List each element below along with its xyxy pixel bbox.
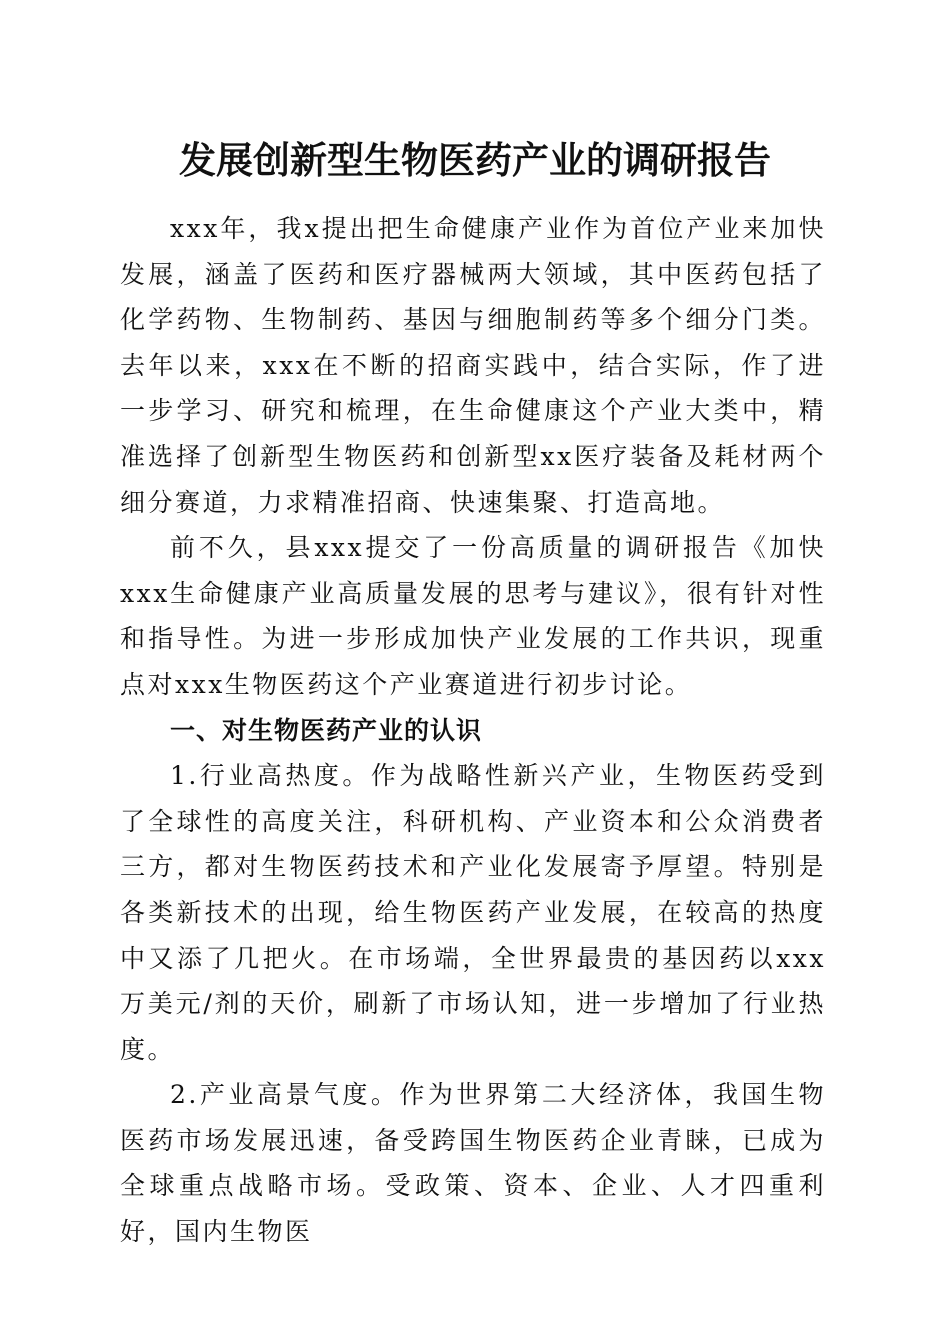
document-title: 发展创新型生物医药产业的调研报告 [179,138,771,182]
paragraph-intro: xxx年，我x提出把生命健康产业作为首位产业来加快发展，涵盖了医药和医疗器械两大领域，其中医药包括了化学药物、生物制药、基因与细胞制药等多个细分门类。去年以来，xxx在不断的招商实践中，结合实际，作了进一步学习、研究和梳理，在生命健康这个产业大类中，精准选择了创新型生物医药和创新型xx医疗装备及耗材两个细分赛道，力求精准招商、快速集聚、打造高地。 [120,214,826,517]
document-body [120,206,826,1255]
paragraph-report: 前不久，县xxx提交了一份高质量的调研报告《加快xxx生命健康产业高质量发展的思考与建议》，很有针对性和指导性。为进一步形成加快产业发展的工作共识，现重点对xxx生物医药这个产业赛道进行初步讨论。 [120,533,826,699]
paragraph-point-1: 1.行业高热度。作为战略性新兴产业，生物医药受到了全球性的高度关注，科研机构、产业资本和公众消费者三方，都对生物医药技术和产业化发展寄予厚望。特别是各类新技术的出现，给生物医药产业发展，在较高的热度中又添了几把火。在市场端，全世界最贵的基因药以xxx万美元/剂的天价，刷新了市场认知，进一步增加了行业热度。 [120,761,826,1064]
section-heading: 一、对生物医药产业的认识 [170,715,483,745]
paragraph-point-2: 2.产业高景气度。作为世界第二大经济体，我国生物医药市场发展迅速，备受跨国生物医药企业青睐，已成为全球重点战略市场。受政策、资本、企业、人才四重利好，国内生物医 [120,1080,826,1247]
